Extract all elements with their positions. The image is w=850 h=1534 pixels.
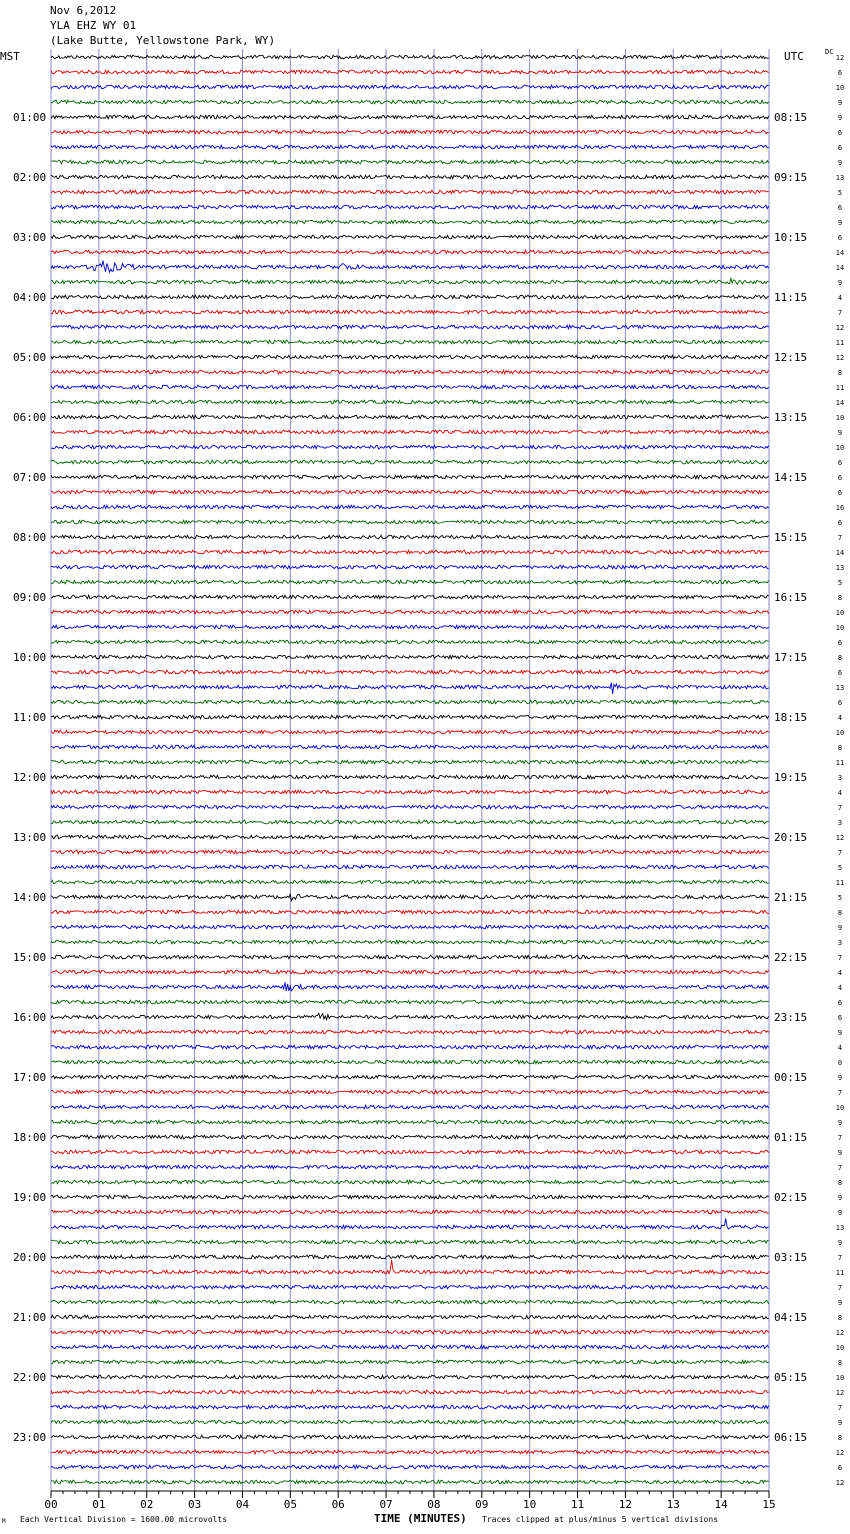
dc-offset-label: 6 xyxy=(837,69,843,77)
dc-offset-label: 7 xyxy=(837,534,843,542)
dc-offset-label: 6 xyxy=(837,699,843,707)
seismic-trace xyxy=(51,1315,769,1319)
dc-offset-label: 5 xyxy=(837,189,843,197)
utc-hour-label: 00:15 xyxy=(774,1071,808,1084)
utc-hour-label: 19:15 xyxy=(774,771,808,784)
dc-offset-label: 4 xyxy=(837,1044,843,1052)
utc-hour-label: 15:15 xyxy=(774,531,808,544)
dc-offset-label: 6 xyxy=(837,144,843,152)
seismic-trace xyxy=(51,745,769,749)
seismic-trace xyxy=(51,1195,769,1199)
seismic-trace xyxy=(51,445,769,449)
dc-offset-label: 9 xyxy=(837,1029,843,1037)
dc-offset-label: 6 xyxy=(837,669,843,677)
utc-hour-label: 20:15 xyxy=(774,831,808,844)
seismic-trace xyxy=(51,1150,769,1154)
utc-hour-label: 17:15 xyxy=(774,651,808,664)
seismic-trace xyxy=(51,1255,769,1259)
x-tick-label: 14 xyxy=(714,1498,728,1511)
station-location: (Lake Butte, Yellowstone Park, WY) xyxy=(50,34,276,47)
seismic-trace xyxy=(51,1060,769,1064)
dc-offset-label: 4 xyxy=(837,789,843,797)
dc-offset-label: 16 xyxy=(835,504,845,512)
seismic-trace xyxy=(51,250,769,254)
mst-hour-label: 08:00 xyxy=(13,531,47,544)
dc-offset-label: 4 xyxy=(837,294,843,302)
dc-offset-label: 8 xyxy=(837,1314,843,1322)
seismic-trace xyxy=(51,940,769,944)
mst-hour-label: 18:00 xyxy=(13,1131,47,1144)
dc-offset-label: 9 xyxy=(837,1149,843,1157)
utc-hour-label: 12:15 xyxy=(774,351,808,364)
x-tick-label: 15 xyxy=(762,1498,776,1511)
utc-hour-label: 05:15 xyxy=(774,1371,808,1384)
seismic-trace xyxy=(51,835,769,839)
seismic-trace xyxy=(51,565,769,569)
seismic-trace xyxy=(51,160,769,164)
mst-hour-label: 09:00 xyxy=(13,591,47,604)
x-tick-label: 01 xyxy=(92,1498,106,1511)
dc-offset-label: 9 xyxy=(837,99,843,107)
seismic-trace xyxy=(51,175,769,179)
dc-offset-label: 6 xyxy=(837,999,843,1007)
utc-hour-label: 14:15 xyxy=(774,471,808,484)
seismic-trace xyxy=(51,430,769,434)
dc-offset-label: 6 xyxy=(837,639,843,647)
dc-offset-label: 10 xyxy=(835,444,845,452)
seismic-trace xyxy=(51,1300,769,1304)
x-tick-label: 12 xyxy=(618,1498,633,1511)
x-tick-label: 08 xyxy=(427,1498,441,1511)
mst-hour-label: 05:00 xyxy=(13,351,47,364)
x-tick-label: 07 xyxy=(379,1498,393,1511)
seismic-trace xyxy=(51,385,769,389)
dc-offset-label: 10 xyxy=(835,84,845,92)
mst-hour-label: 14:00 xyxy=(13,891,47,904)
seismic-trace xyxy=(51,880,769,884)
utc-hour-label: 11:15 xyxy=(774,291,808,304)
x-tick-label: 11 xyxy=(570,1498,585,1511)
seismic-trace xyxy=(51,865,769,869)
utc-hour-label: 10:15 xyxy=(774,231,808,244)
dc-offset-label: 7 xyxy=(837,1404,843,1412)
mst-hour-label: 01:00 xyxy=(13,111,47,124)
x-tick-label: 13 xyxy=(666,1498,680,1511)
seismic-trace xyxy=(51,730,769,734)
dc-offset-label: 6 xyxy=(837,519,843,527)
dc-offset-label: 10 xyxy=(835,609,845,617)
seismic-trace xyxy=(51,1260,769,1274)
seismic-trace xyxy=(51,355,769,359)
mst-hour-label: 19:00 xyxy=(13,1191,47,1204)
seismic-trace xyxy=(51,115,769,119)
dc-offset-label: 6 xyxy=(837,1014,843,1022)
seismic-trace xyxy=(51,145,769,149)
dc-offset-label: 8 xyxy=(837,369,843,377)
seismic-trace xyxy=(51,220,769,224)
mst-hour-label: 20:00 xyxy=(13,1251,47,1264)
dc-offset-label: 8 xyxy=(837,744,843,752)
seismic-trace xyxy=(51,1360,769,1364)
seismic-trace xyxy=(51,1375,769,1379)
dc-offset-label: 9 xyxy=(837,219,843,227)
seismic-trace xyxy=(51,805,769,809)
dc-offset-label: 7 xyxy=(837,1284,843,1292)
seismic-trace xyxy=(51,1105,769,1109)
utc-hour-label: 01:15 xyxy=(774,1131,808,1144)
dc-offset-label: 7 xyxy=(837,1134,843,1142)
mst-hour-label: 13:00 xyxy=(13,831,47,844)
dc-offset-label: 3 xyxy=(837,819,843,827)
dc-offset-label: 11 xyxy=(835,759,845,767)
x-tick-label: 02 xyxy=(140,1498,154,1511)
dc-offset-label: 9 xyxy=(837,1209,843,1217)
dc-offset-label: 12 xyxy=(835,1329,845,1337)
utc-hour-label: 13:15 xyxy=(774,411,808,424)
dc-offset-label: 9 xyxy=(837,279,843,287)
dc-offset-label: 12 xyxy=(835,324,845,332)
seismic-trace xyxy=(51,1420,769,1424)
dc-offset-label: 9 xyxy=(837,1419,843,1427)
x-axis-title: TIME (MINUTES) xyxy=(374,1512,467,1525)
seismic-trace xyxy=(51,1030,769,1034)
dc-offset-title: DC xyxy=(825,48,834,56)
dc-offset-label: 8 xyxy=(837,654,843,662)
seismic-trace xyxy=(51,1090,769,1094)
mst-hour-label: 02:00 xyxy=(13,171,47,184)
dc-offset-label: 12 xyxy=(835,354,845,362)
dc-offset-label: 7 xyxy=(837,1254,843,1262)
dc-offset-label: 8 xyxy=(837,1179,843,1187)
seismic-trace xyxy=(51,1013,769,1019)
seismic-trace xyxy=(51,1330,769,1334)
mst-axis-title: MST xyxy=(0,50,20,63)
dc-offset-label: 14 xyxy=(835,264,845,272)
utc-axis-title: UTC xyxy=(784,50,804,63)
seismic-trace xyxy=(51,1135,769,1139)
seismic-trace xyxy=(51,775,769,779)
dc-offset-label: 0 xyxy=(837,1059,843,1067)
dc-offset-label: 11 xyxy=(835,879,845,887)
dc-offset-label: 13 xyxy=(835,684,845,692)
dc-offset-label: 10 xyxy=(835,1374,845,1382)
seismic-trace xyxy=(51,670,769,674)
seismic-trace xyxy=(51,1465,769,1469)
dc-offset-label: 7 xyxy=(837,1089,843,1097)
seismic-trace xyxy=(51,278,769,284)
dc-offset-label: 6 xyxy=(837,1464,843,1472)
x-tick-label: 03 xyxy=(187,1498,202,1511)
mst-hour-label: 23:00 xyxy=(13,1431,47,1444)
mst-hour-label: 22:00 xyxy=(13,1371,47,1384)
dc-offset-label: 12 xyxy=(835,834,845,842)
dc-offset-label: 10 xyxy=(835,414,845,422)
mst-hour-label: 12:00 xyxy=(13,771,47,784)
seismic-trace xyxy=(51,340,769,344)
seismic-trace xyxy=(51,700,769,704)
seismic-trace xyxy=(51,894,769,901)
seismic-trace xyxy=(51,1240,769,1244)
seismic-trace xyxy=(51,925,769,929)
dc-offset-label: 14 xyxy=(835,549,845,557)
seismic-trace xyxy=(51,640,769,644)
dc-offset-label: 4 xyxy=(837,714,843,722)
dc-offset-label: 6 xyxy=(837,204,843,212)
mst-hour-label: 11:00 xyxy=(13,711,47,724)
dc-offset-label: 10 xyxy=(835,1344,845,1352)
seismic-trace xyxy=(51,1345,769,1349)
dc-offset-label: 5 xyxy=(837,894,843,902)
dc-offset-label: 9 xyxy=(837,924,843,932)
x-tick-label: 05 xyxy=(283,1498,297,1511)
dc-offset-label: 7 xyxy=(837,309,843,317)
seismic-trace xyxy=(51,760,769,764)
seismic-trace xyxy=(51,190,769,194)
seismic-trace xyxy=(51,1075,769,1079)
dc-offset-label: 10 xyxy=(835,1104,845,1112)
dc-offset-label: 13 xyxy=(835,1224,845,1232)
mst-hour-label: 04:00 xyxy=(13,291,47,304)
seismic-trace xyxy=(51,415,769,419)
utc-hour-label: 23:15 xyxy=(774,1011,808,1024)
seismic-trace xyxy=(51,610,769,614)
mst-hour-label: 07:00 xyxy=(13,471,47,484)
dc-offset-label: 7 xyxy=(837,804,843,812)
seismic-trace xyxy=(51,310,769,314)
dc-offset-label: 6 xyxy=(837,459,843,467)
utc-hour-label: 22:15 xyxy=(774,951,808,964)
mst-hour-label: 16:00 xyxy=(13,1011,47,1024)
dc-offset-label: 7 xyxy=(837,849,843,857)
utc-hour-label: 04:15 xyxy=(774,1311,808,1324)
seismic-trace xyxy=(51,1165,769,1169)
seismic-trace xyxy=(51,955,769,959)
seismic-trace xyxy=(51,460,769,464)
seismic-trace xyxy=(51,910,769,914)
dc-offset-label: 9 xyxy=(837,1299,843,1307)
seismic-trace xyxy=(51,580,769,584)
dc-offset-label: 6 xyxy=(837,489,843,497)
footer-mark: M xyxy=(2,1518,6,1525)
dc-offset-label: 9 xyxy=(837,1239,843,1247)
seismic-trace xyxy=(51,850,769,854)
utc-hour-label: 18:15 xyxy=(774,711,808,724)
seismic-trace xyxy=(51,100,769,104)
x-tick-label: 10 xyxy=(523,1498,537,1511)
dc-offset-label: 12 xyxy=(835,1449,845,1457)
dc-offset-label: 11 xyxy=(835,384,845,392)
mst-hour-label: 06:00 xyxy=(13,411,47,424)
dc-offset-label: 4 xyxy=(837,984,843,992)
seismic-trace xyxy=(51,683,769,694)
dc-offset-label: 3 xyxy=(837,939,843,947)
dc-offset-label: 12 xyxy=(835,54,845,62)
seismic-trace xyxy=(51,625,769,629)
utc-hour-label: 21:15 xyxy=(774,891,808,904)
dc-offset-label: 6 xyxy=(837,234,843,242)
station-code: YLA EHZ WY 01 xyxy=(50,19,137,32)
seismic-trace xyxy=(51,970,769,974)
seismic-trace xyxy=(51,550,769,554)
dc-offset-label: 7 xyxy=(837,1164,843,1172)
seismic-trace xyxy=(51,85,769,89)
x-tick-label: 00 xyxy=(44,1498,58,1511)
seismic-trace xyxy=(51,1435,769,1439)
seismic-trace xyxy=(51,520,769,524)
seismic-trace xyxy=(51,235,769,239)
dc-offset-label: 12 xyxy=(835,1389,845,1397)
seismic-trace xyxy=(51,1219,769,1230)
clip-note: Traces clipped at plus/minus 5 vertical divisions xyxy=(482,1515,719,1524)
seismic-trace xyxy=(51,655,769,659)
seismic-trace xyxy=(51,295,769,299)
seismic-trace xyxy=(51,505,769,509)
mst-hour-label: 03:00 xyxy=(13,231,47,244)
seismic-trace xyxy=(51,1285,769,1289)
seismic-trace xyxy=(51,982,769,991)
dc-offset-label: 9 xyxy=(837,159,843,167)
mst-hour-label: 21:00 xyxy=(13,1311,47,1324)
dc-offset-label: 6 xyxy=(837,474,843,482)
seismic-trace xyxy=(51,490,769,494)
mst-hour-label: 15:00 xyxy=(13,951,47,964)
dc-offset-label: 9 xyxy=(837,114,843,122)
x-tick-label: 09 xyxy=(475,1498,489,1511)
dc-offset-label: 11 xyxy=(835,1269,845,1277)
scale-note: Each Vertical Division = 1600.00 microvolts xyxy=(20,1515,228,1524)
seismic-trace xyxy=(51,130,769,134)
seismic-trace xyxy=(51,325,769,329)
dc-offset-label: 9 xyxy=(837,1074,843,1082)
utc-hour-label: 08:15 xyxy=(774,111,808,124)
seismic-trace xyxy=(51,1210,769,1214)
dc-offset-label: 13 xyxy=(835,174,845,182)
utc-hour-label: 02:15 xyxy=(774,1191,808,1204)
dc-offset-label: 9 xyxy=(837,429,843,437)
seismic-trace xyxy=(51,790,769,794)
seismic-trace xyxy=(51,1450,769,1454)
seismic-trace xyxy=(51,70,769,74)
x-tick-label: 04 xyxy=(235,1498,250,1511)
dc-offset-label: 10 xyxy=(835,729,845,737)
seismic-trace xyxy=(51,715,769,719)
seismic-trace xyxy=(51,261,769,273)
seismic-trace xyxy=(51,475,769,479)
seismic-trace xyxy=(51,1390,769,1394)
seismic-trace xyxy=(51,370,769,374)
seismic-trace xyxy=(51,1480,769,1484)
dc-offset-label: 7 xyxy=(837,954,843,962)
dc-offset-label: 6 xyxy=(837,129,843,137)
chart-date: Nov 6,2012 xyxy=(50,4,117,17)
seismic-trace xyxy=(51,595,769,599)
seismic-trace xyxy=(51,535,769,539)
utc-hour-label: 09:15 xyxy=(774,171,808,184)
seismic-trace xyxy=(51,820,769,824)
dc-offset-label: 8 xyxy=(837,1434,843,1442)
dc-offset-label: 11 xyxy=(835,339,845,347)
dc-offset-label: 8 xyxy=(837,909,843,917)
seismic-trace xyxy=(51,55,769,59)
dc-offset-label: 10 xyxy=(835,624,845,632)
seismic-trace xyxy=(51,1000,769,1004)
dc-offset-label: 14 xyxy=(835,399,845,407)
dc-offset-label: 9 xyxy=(837,1194,843,1202)
dc-offset-label: 5 xyxy=(837,579,843,587)
dc-offset-label: 14 xyxy=(835,249,845,257)
x-tick-label: 06 xyxy=(331,1498,345,1511)
seismic-trace xyxy=(51,400,769,404)
seismic-trace xyxy=(51,1180,769,1184)
dc-offset-label: 8 xyxy=(837,594,843,602)
dc-offset-label: 13 xyxy=(835,564,845,572)
mst-hour-label: 10:00 xyxy=(13,651,47,664)
dc-offset-label: 3 xyxy=(837,774,843,782)
dc-offset-label: 8 xyxy=(837,1359,843,1367)
seismic-trace xyxy=(51,1045,769,1049)
utc-hour-label: 16:15 xyxy=(774,591,808,604)
utc-hour-label: 06:15 xyxy=(774,1431,808,1444)
dc-offset-label: 4 xyxy=(837,969,843,977)
seismic-trace xyxy=(51,205,769,209)
seismic-trace xyxy=(51,1120,769,1124)
dc-offset-label: 5 xyxy=(837,864,843,872)
utc-hour-label: 03:15 xyxy=(774,1251,808,1264)
dc-offset-label: 9 xyxy=(837,1119,843,1127)
seismic-trace xyxy=(51,1405,769,1409)
mst-hour-label: 17:00 xyxy=(13,1071,47,1084)
dc-offset-label: 12 xyxy=(835,1479,845,1487)
